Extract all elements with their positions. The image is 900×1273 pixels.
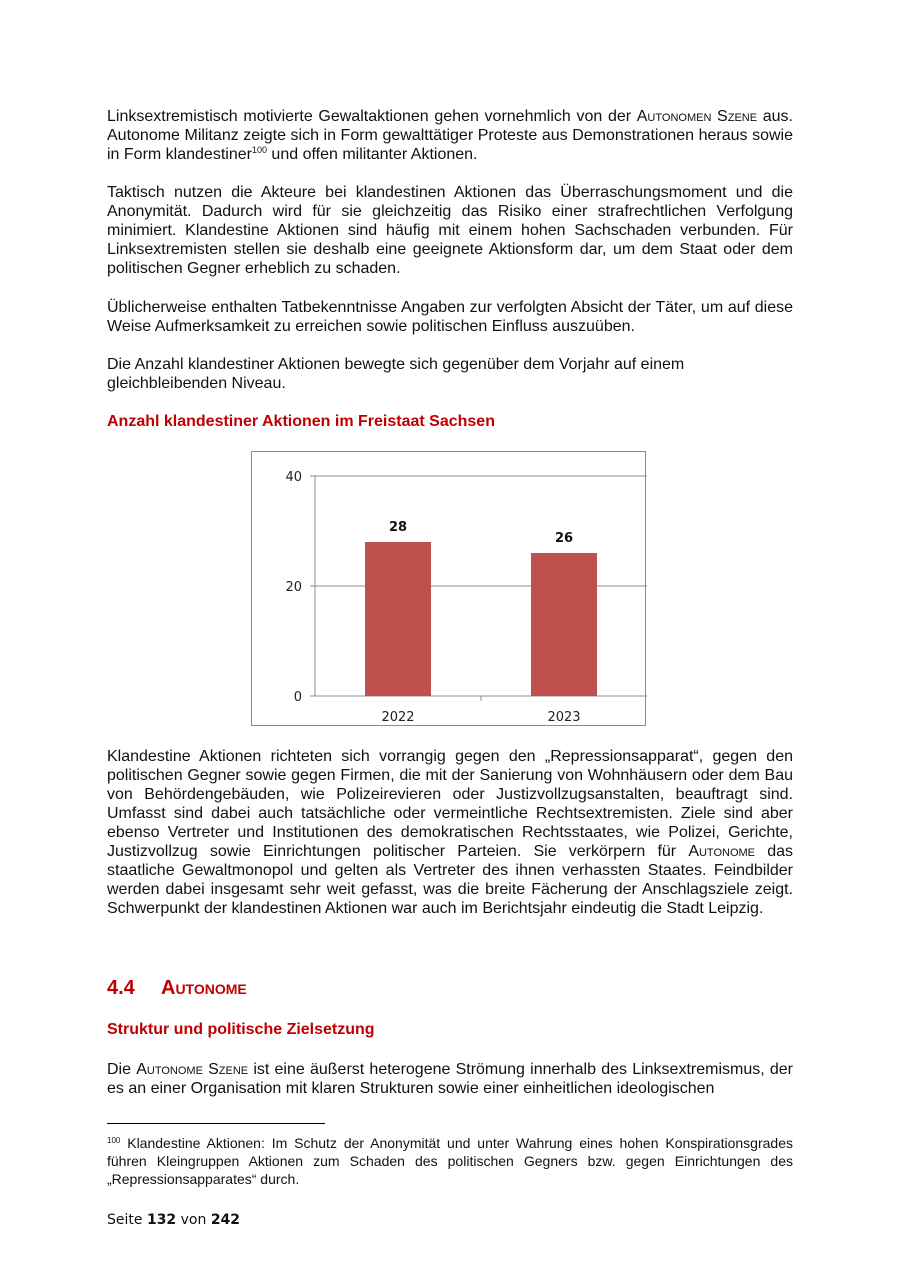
bar-chart <box>251 451 646 726</box>
footnote-text: Klandestine Aktionen: Im Schutz der Anonymität und unter Wahrung eines hohen Konspirationsgrades führen Kleingruppen Aktionen zum Schaden des politischen Gegners bzw. gegen Einrichtungen des „Repressionsapparates“ durch. <box>107 1135 793 1187</box>
paragraph-taktik: Taktisch nutzen die Akteure bei klandestinen Aktionen das Überraschungsmoment und die Anonymität. Dadurch wird für sie gleichzeitig das Risiko einer strafrechtlichen Verfolgung minimiert. Klandestine Aktionen sind häufig mit einem hohen Sachschaden verbunden. Für Linksextremisten stellen sie deshalb eine geeignete Aktionsform dar, um dem Staat oder dem politischen Gegner erheblich zu schaden. <box>107 184 793 277</box>
page-label: Seite <box>107 1212 147 1228</box>
text-run: Linksextremistisch motivierte Gewaltaktionen gehen vornehmlich von der <box>107 108 637 125</box>
paragraph-tatbekenntnisse: Üblicherweise enthalten Tatbekenntnisse Angaben zur verfolgten Absicht der Täter, um auf diese Weise Aufmerksamkeit zu erreichen sowie politischen Einfluss auszuüben. <box>107 299 793 335</box>
section-title <box>107 977 247 1000</box>
paragraph-autonome-szene <box>107 1060 793 1098</box>
text-run: Die <box>107 1061 137 1078</box>
page-number <box>107 1212 240 1228</box>
term-autonome-szene: Autonome Szene <box>136 1061 249 1078</box>
y-tick-label-40: 40 <box>285 470 302 485</box>
bar-2023 <box>531 553 597 696</box>
bar-2022 <box>365 542 431 696</box>
text-run: und offen militanter Aktionen. <box>266 146 478 163</box>
paragraph-anzahl: Die Anzahl klandestiner Aktionen bewegte sich gegenüber dem Vorjahr auf einem gleichbleibenden Niveau. <box>107 356 685 392</box>
data-label-2022: 28 <box>388 520 408 535</box>
text-run: das staatliche Gewaltmonopol und gelten als Vertreter des ihnen verhassten Staates. Feindbilder werden dabei insgesamt sehr weit gefasst, was die breite Fächerung der Anschlagsziele zeigt. Schwerpunkt der klandestinen Aktionen war auch im Berichtsjahr eindeutig die Stadt Leipzig. <box>107 843 794 917</box>
current-page: 132 <box>146 1212 177 1228</box>
footnote-100 <box>107 1134 793 1188</box>
term-autonome-szene: Autonomen Szene <box>636 108 758 125</box>
data-label-2023: 26 <box>554 531 574 546</box>
chart-heading: Anzahl klandestiner Aktionen im Freistaat Sachsen <box>107 413 495 430</box>
text-run: Klandestine Aktionen richteten sich vorrangig gegen den „Repressionsapparat“, gegen den politischen Gegner sowie gegen Firmen, die mit der Sanierung von Wohnhäusern oder dem Bau von Behördengebäuden, wie Polizeirevieren oder Justizvollzugsanstalten, beauftragt sind. Umfasst sind dabei auch tatsächliche oder vermeintliche Rechtsextremisten. Ziele sind aber ebenso Vertreter und Institutionen des demokratischen Rechtsstaates, wie Polizei, Gerichte, Justizvollzug sowie Einrichtungen politischer Parteien. Sie verkörpern für <box>107 748 793 860</box>
footnote-reference[interactable]: 100 <box>251 145 267 155</box>
total-pages: 242 <box>210 1212 241 1228</box>
x-tick-label-2023: 2023 <box>547 710 581 725</box>
footnote-number: 100 <box>107 1136 121 1145</box>
paragraph-ziele <box>107 747 793 918</box>
section-number: 4.4 <box>107 977 135 999</box>
x-tick-label-2022: 2022 <box>381 710 415 725</box>
paragraph-gewaltaktionen <box>107 107 793 164</box>
text-run: aus. Autonome Militanz zeigte sich in Form gewalttätiger Proteste aus Demonstrationen heraus sowie in Form klandestiner <box>107 108 793 163</box>
footnote-separator <box>107 1123 325 1124</box>
subheading: Struktur und politische Zielsetzung <box>107 1021 375 1038</box>
section-name: Autonome <box>161 977 247 999</box>
y-tick-label-0: 0 <box>293 690 302 705</box>
text-run: ist eine äußerst heterogene Strömung innerhalb des Linksextremismus, der es an einer Organisation mit klaren Strukturen sowie einer einheitlichen ideologischen <box>107 1061 793 1097</box>
chart-canvas <box>252 452 647 727</box>
term-autonome: Autonome <box>688 843 756 860</box>
page-label-of: von <box>176 1212 211 1228</box>
y-tick-label-20: 20 <box>285 580 302 595</box>
